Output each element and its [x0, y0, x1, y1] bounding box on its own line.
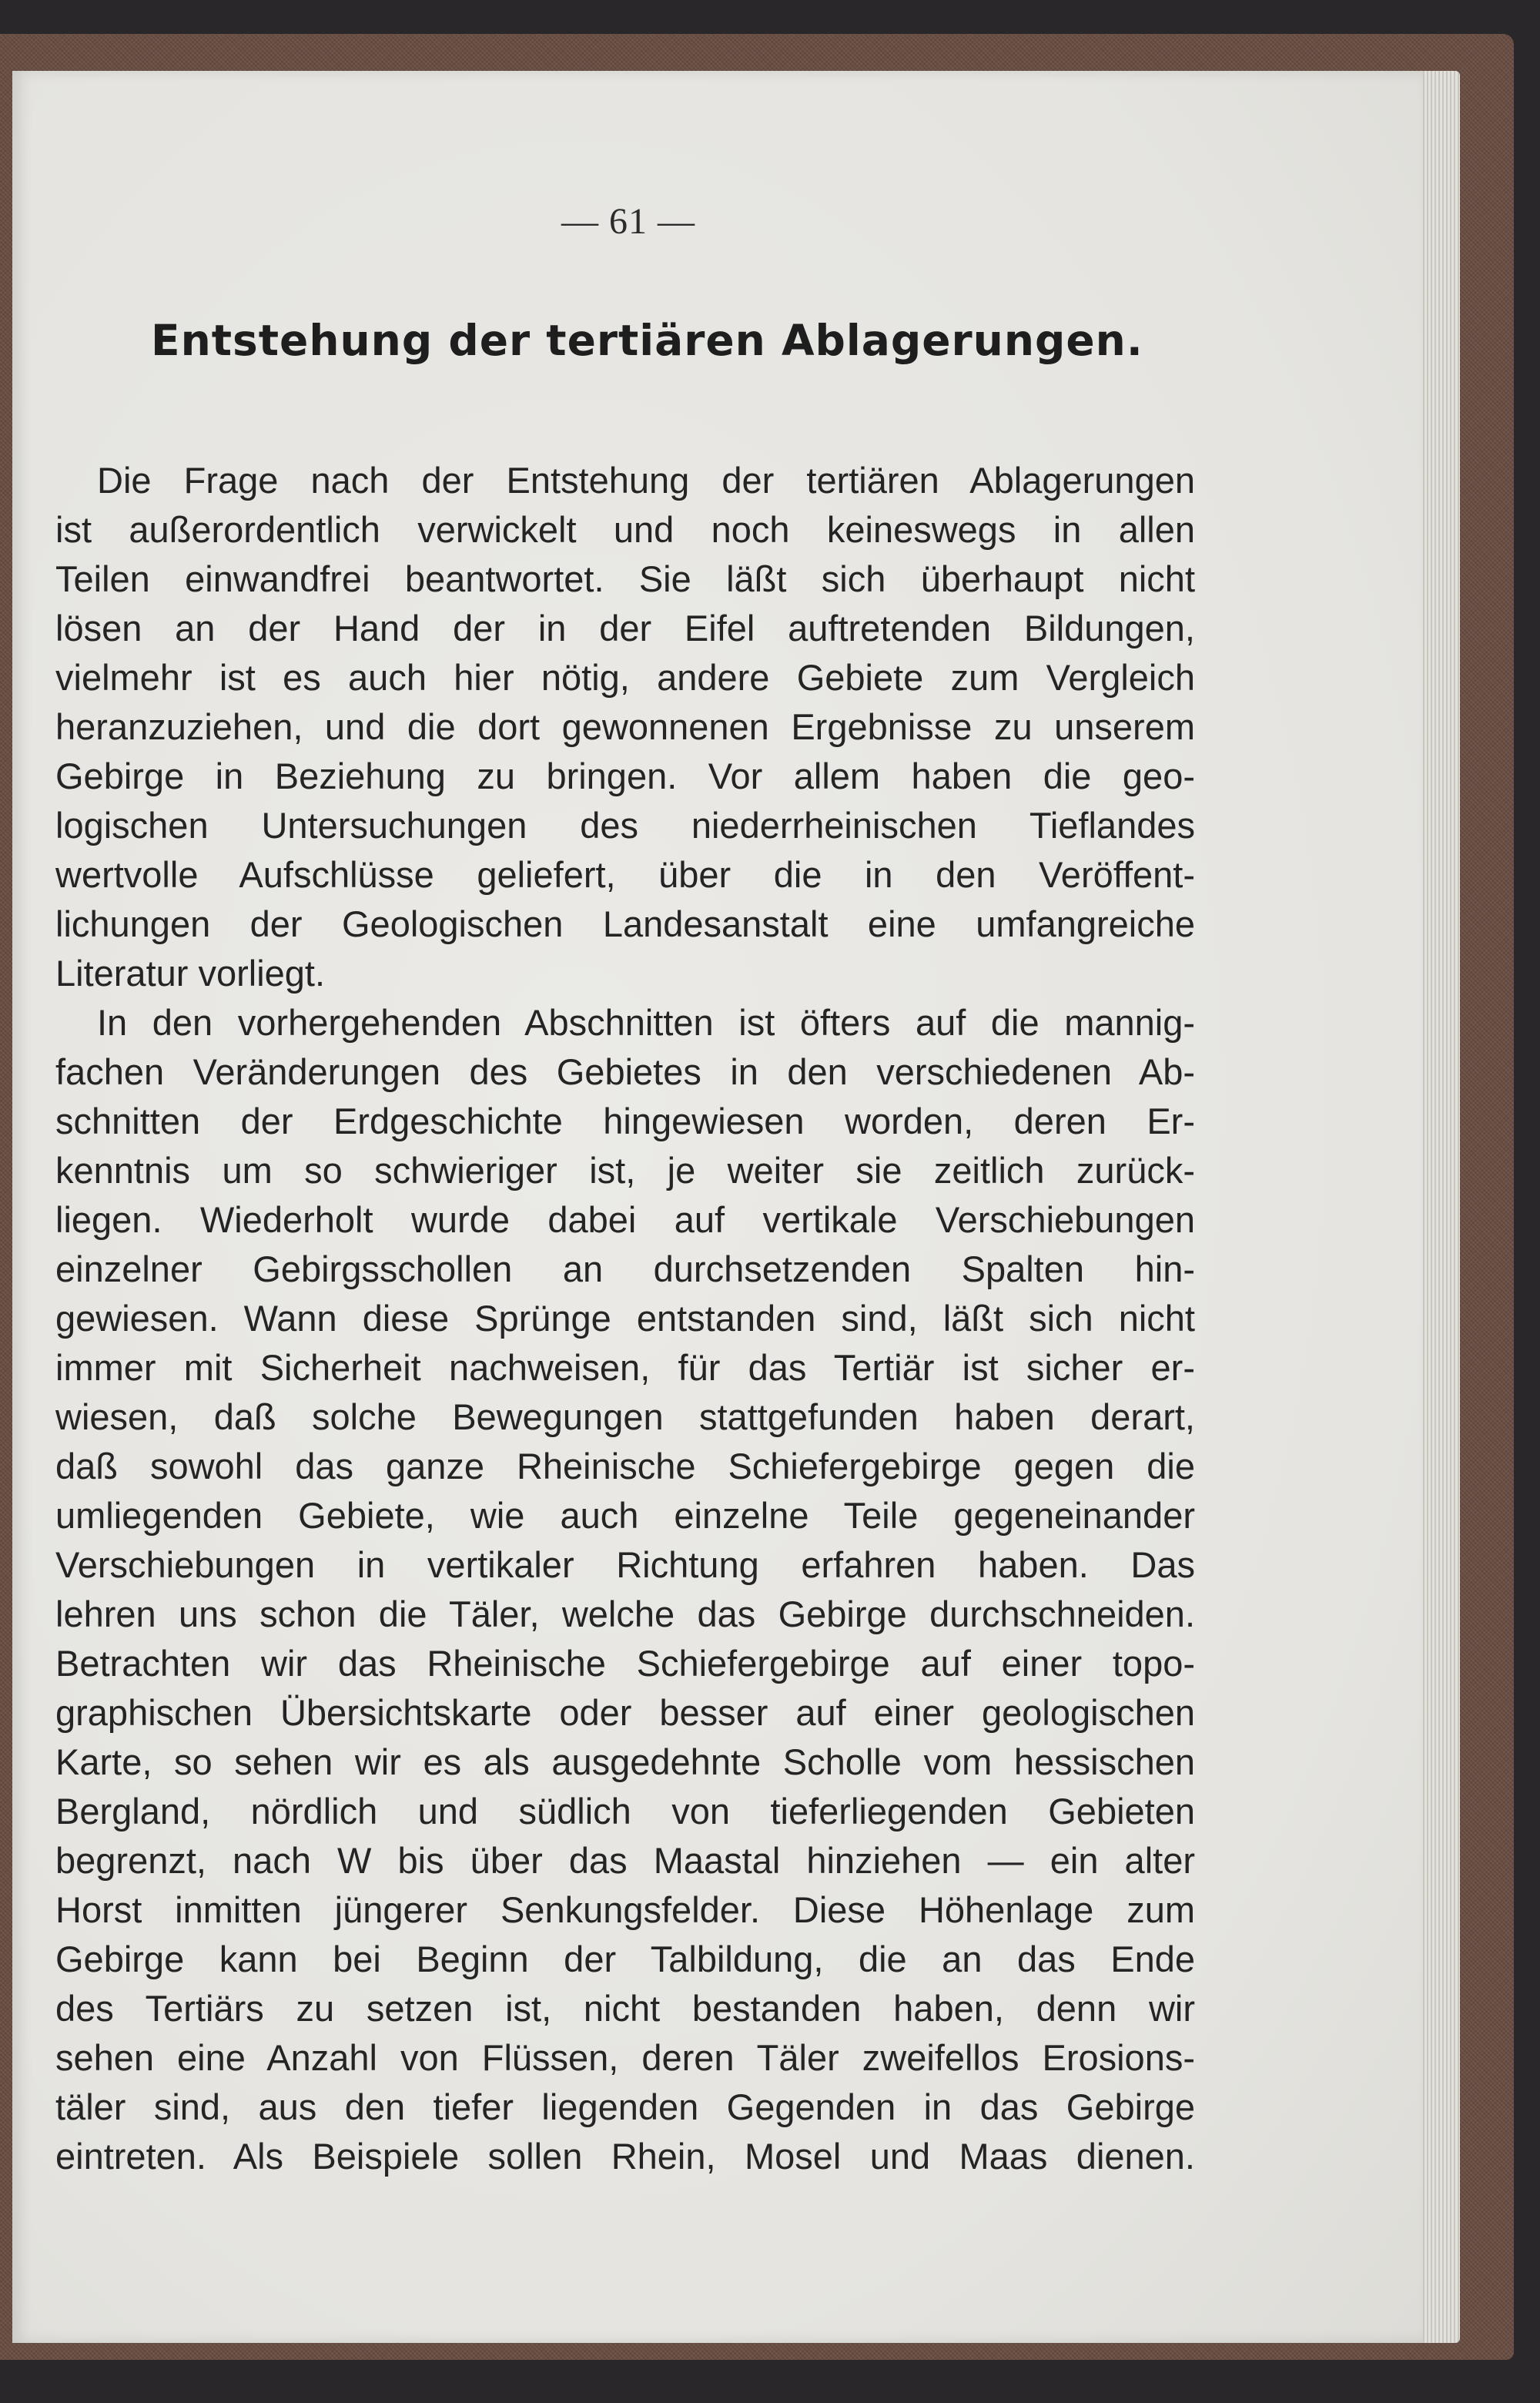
text-line: gewiesen. Wann diese Sprünge entstanden sind, läßt sich nicht [55, 1298, 1195, 1339]
paragraph [55, 998, 1195, 2181]
page-stack-edges [1417, 71, 1460, 2343]
text-line: Gebirge kann bei Beginn der Talbildung, die an das Ende [55, 1939, 1195, 1979]
text-line: Verschiebungen in vertikaler Richtung erfahren haben. Das [55, 1544, 1195, 1585]
text-line: umliegenden Gebiete, wie auch einzelne Teile gegeneinander [55, 1495, 1195, 1536]
text-line: des Tertiärs zu setzen ist, nicht bestanden haben, denn wir [55, 1988, 1195, 2029]
text-line: lichungen der Geologischen Landesanstalt eine umfangreiche [55, 903, 1195, 944]
text-line: Horst inmitten jüngerer Senkungsfelder. Diese Höhenlage zum [55, 1889, 1195, 1930]
text-line: einzelner Gebirgsschollen an durchsetzenden Spalten hin- [55, 1248, 1195, 1289]
text-line: schnitten der Erdgeschichte hingewiesen worden, deren Er- [55, 1101, 1195, 1141]
text-line: heranzuziehen, und die dort gewonnenen Ergebnisse zu unserem [55, 706, 1195, 747]
text-line: wiesen, daß solche Bewegungen stattgefunden haben derart, [55, 1396, 1195, 1437]
page-number: — 61 — [561, 201, 695, 242]
text-line: daß sowohl das ganze Rheinische Schiefergebirge gegen die [55, 1446, 1195, 1486]
text-line: Gebirge in Beziehung zu bringen. Vor allem haben die geo- [55, 756, 1195, 796]
text-line: sehen eine Anzahl von Flüssen, deren Täler zweifellos Erosions- [55, 2037, 1195, 2078]
text-line: begrenzt, nach W bis über das Maastal hinziehen — ein alter [55, 1840, 1195, 1881]
text-line: lehren uns schon die Täler, welche das Gebirge durchschneiden. [55, 1594, 1195, 1634]
section-heading: Entstehung der tertiären Ablagerungen. [151, 316, 1143, 365]
text-line: In den vorhergehenden Abschnitten ist öfters auf die mannig- [97, 1002, 1195, 1043]
text-line: eintreten. Als Beispiele sollen Rhein, Mosel und Maas dienen. [55, 2136, 1195, 2177]
text-line: vielmehr ist es auch hier nötig, andere Gebiete zum Vergleich [55, 657, 1195, 698]
text-line: logischen Untersuchungen des niederrheinischen Tieflandes [55, 805, 1195, 846]
text-line: graphischen Übersichtskarte oder besser auf einer geologischen [55, 1692, 1195, 1733]
text-line: wertvolle Aufschlüsse geliefert, über die in den Veröffent- [55, 854, 1195, 895]
text-line: Literatur vorliegt. [55, 953, 326, 994]
text-line: liegen. Wiederholt wurde dabei auf vertikale Verschiebungen [55, 1199, 1195, 1240]
text-line: fachen Veränderungen des Gebietes in den verschiedenen Ab- [55, 1051, 1195, 1092]
text-line: Bergland, nördlich und südlich von tieferliegenden Gebieten [55, 1791, 1195, 1832]
text-line: Betrachten wir das Rheinische Schiefergebirge auf einer topo- [55, 1643, 1195, 1684]
text-line: Teilen einwandfrei beantwortet. Sie läßt sich überhaupt nicht [55, 558, 1195, 599]
text-line: kenntnis um so schwieriger ist, je weiter sie zeitlich zurück- [55, 1150, 1195, 1191]
paragraph [55, 456, 1195, 998]
body-text [55, 456, 1195, 2181]
text-line: Karte, so sehen wir es als ausgedehnte Scholle vom hessischen [55, 1741, 1195, 1782]
text-line: immer mit Sicherheit nachweisen, für das Tertiär ist sicher er- [55, 1347, 1195, 1388]
text-line: Die Frage nach der Entstehung der tertiären Ablagerungen [97, 460, 1195, 501]
book-page [12, 71, 1423, 2343]
text-line: ist außerordentlich verwickelt und noch keineswegs in allen [55, 509, 1195, 550]
text-line: lösen an der Hand der in der Eifel auftretenden Bildungen, [55, 608, 1195, 649]
text-line: täler sind, aus den tiefer liegenden Gegenden in das Gebirge [55, 2086, 1195, 2127]
